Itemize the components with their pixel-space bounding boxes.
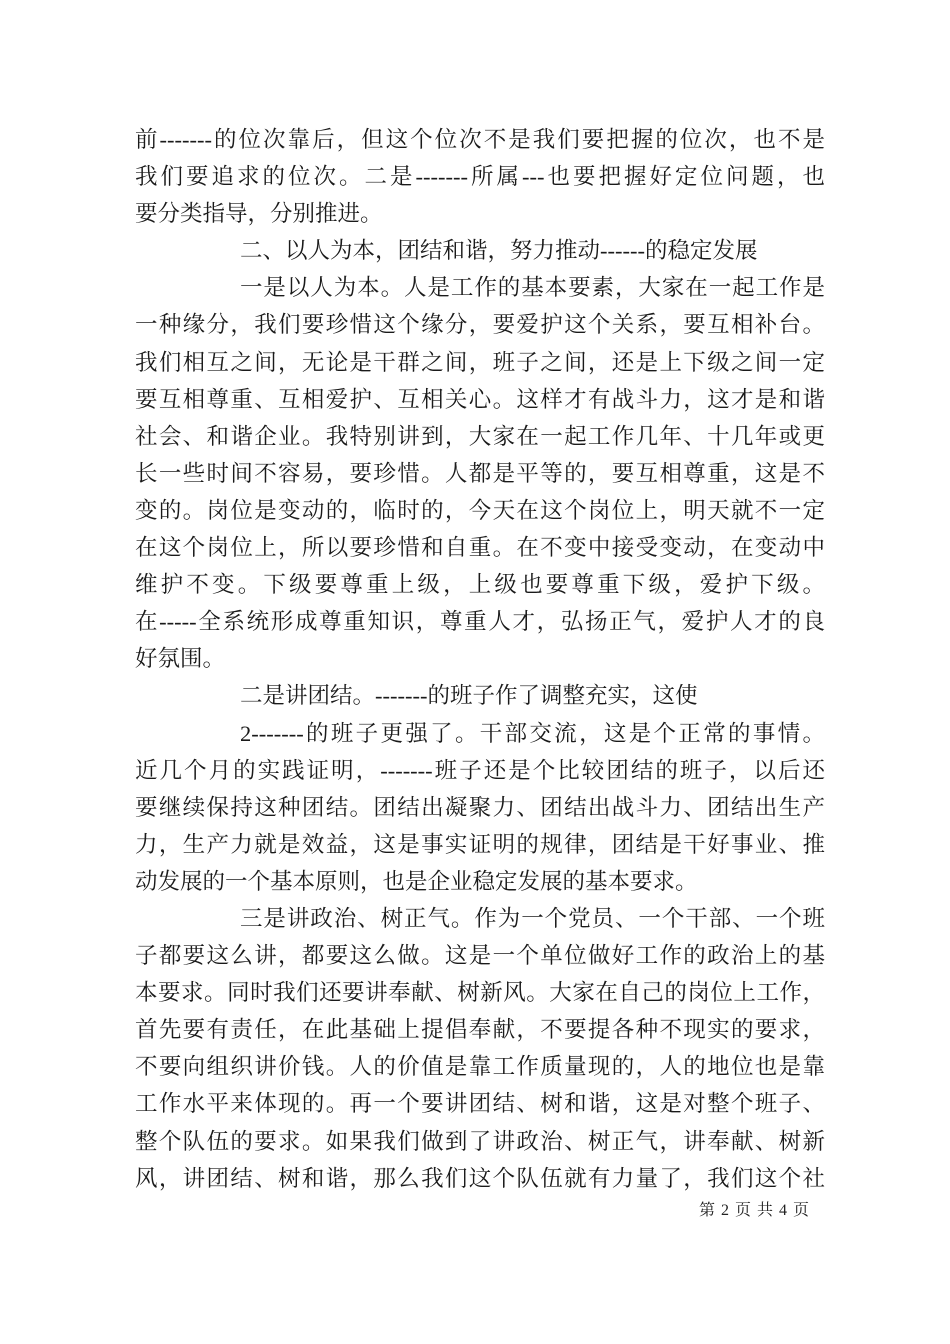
text-line: 动发展的一个基本原则，也是企业稳定发展的基本要求。: [135, 868, 698, 894]
document-body: [135, 121, 825, 1197]
text-line: 二是讲团结。-------的班子作了调整充实，这使: [240, 683, 698, 709]
text-line: 三是讲政治、树正气。作为一个党员、一个干部、一个班: [240, 905, 825, 931]
text-line: 我们相互之间，无论是干群之间，班子之间，还是上下级之间一定: [135, 349, 825, 375]
text-line: 近几个月的实践证明，-------班子还是个比较团结的班子，以后还: [135, 757, 825, 783]
text-line: 要分类指导，分别推进。: [135, 201, 383, 227]
text-line: 首先要有责任，在此基础上提倡奉献，不要提各种不现实的要求，: [135, 1017, 825, 1043]
text-line: 本要求。同时我们还要讲奉献、树新风。大家在自己的岗位上工作，: [135, 980, 825, 1006]
text-line: 前-------的位次靠后，但这个位次不是我们要把握的位次，也不是: [135, 127, 825, 152]
text-line: 整个队伍的要求。如果我们做到了讲政治、树正气，讲奉献、树新: [135, 1128, 825, 1154]
text-line: 在这个岗位上，所以要珍惜和自重。在不变中接受变动，在变动中: [135, 535, 825, 561]
text-line: 要互相尊重、互相爱护、互相关心。这样才有战斗力，这才是和谐: [135, 386, 825, 412]
text-line: 好氛围。: [135, 646, 226, 672]
text-line: 要继续保持这种团结。团结出凝聚力、团结出战斗力、团结出生产: [135, 794, 825, 820]
text-line: 变的。岗位是变动的，临时的，今天在这个岗位上，明天就不一定: [135, 497, 825, 523]
text-line: 子都要这么讲，都要这么做。这是一个单位做好工作的政治上的基: [135, 943, 825, 969]
text-line: 力，生产力就是效益，这是事实证明的规律，团结是干好事业、推: [135, 831, 825, 857]
section-heading-line: 二、以人为本，团结和谐，努力推动------的稳定发展: [240, 238, 758, 264]
text-line: 社会、和谐企业。我特别讲到，大家在一起工作几年、十几年或更: [135, 423, 825, 449]
text-line: 在-----全系统形成尊重知识，尊重人才，弘扬正气，爱护人才的良: [135, 609, 825, 635]
text-line: 不要向组织讲价钱。人的价值是靠工作质量现的，人的地位也是靠: [135, 1054, 825, 1080]
text-line: 2-------的班子更强了。干部交流，这是个正常的事情。: [240, 720, 825, 746]
text-line: 维护不变。下级要尊重上级，上级也要尊重下级，爱护下级。: [135, 572, 825, 598]
text-line: 一是以人为本。人是工作的基本要素，大家在一起工作是: [240, 275, 825, 301]
text-line: 工作水平来体现的。再一个要讲团结、树和谐，这是对整个班子、: [135, 1091, 825, 1117]
page-number: 第 2 页 共 4 页: [698, 1202, 810, 1219]
text-line: 我们要追求的位次。二是-------所属---也要把握好定位问题，也: [135, 164, 825, 190]
text-line: 风，讲团结、树和谐，那么我们这个队伍就有力量了，我们这个社: [135, 1165, 825, 1191]
text-line: 一种缘分，我们要珍惜这个缘分，要爱护这个关系，要互相补台。: [135, 312, 825, 338]
text-line: 长一些时间不容易，要珍惜。人都是平等的，要互相尊重，这是不: [135, 460, 825, 486]
